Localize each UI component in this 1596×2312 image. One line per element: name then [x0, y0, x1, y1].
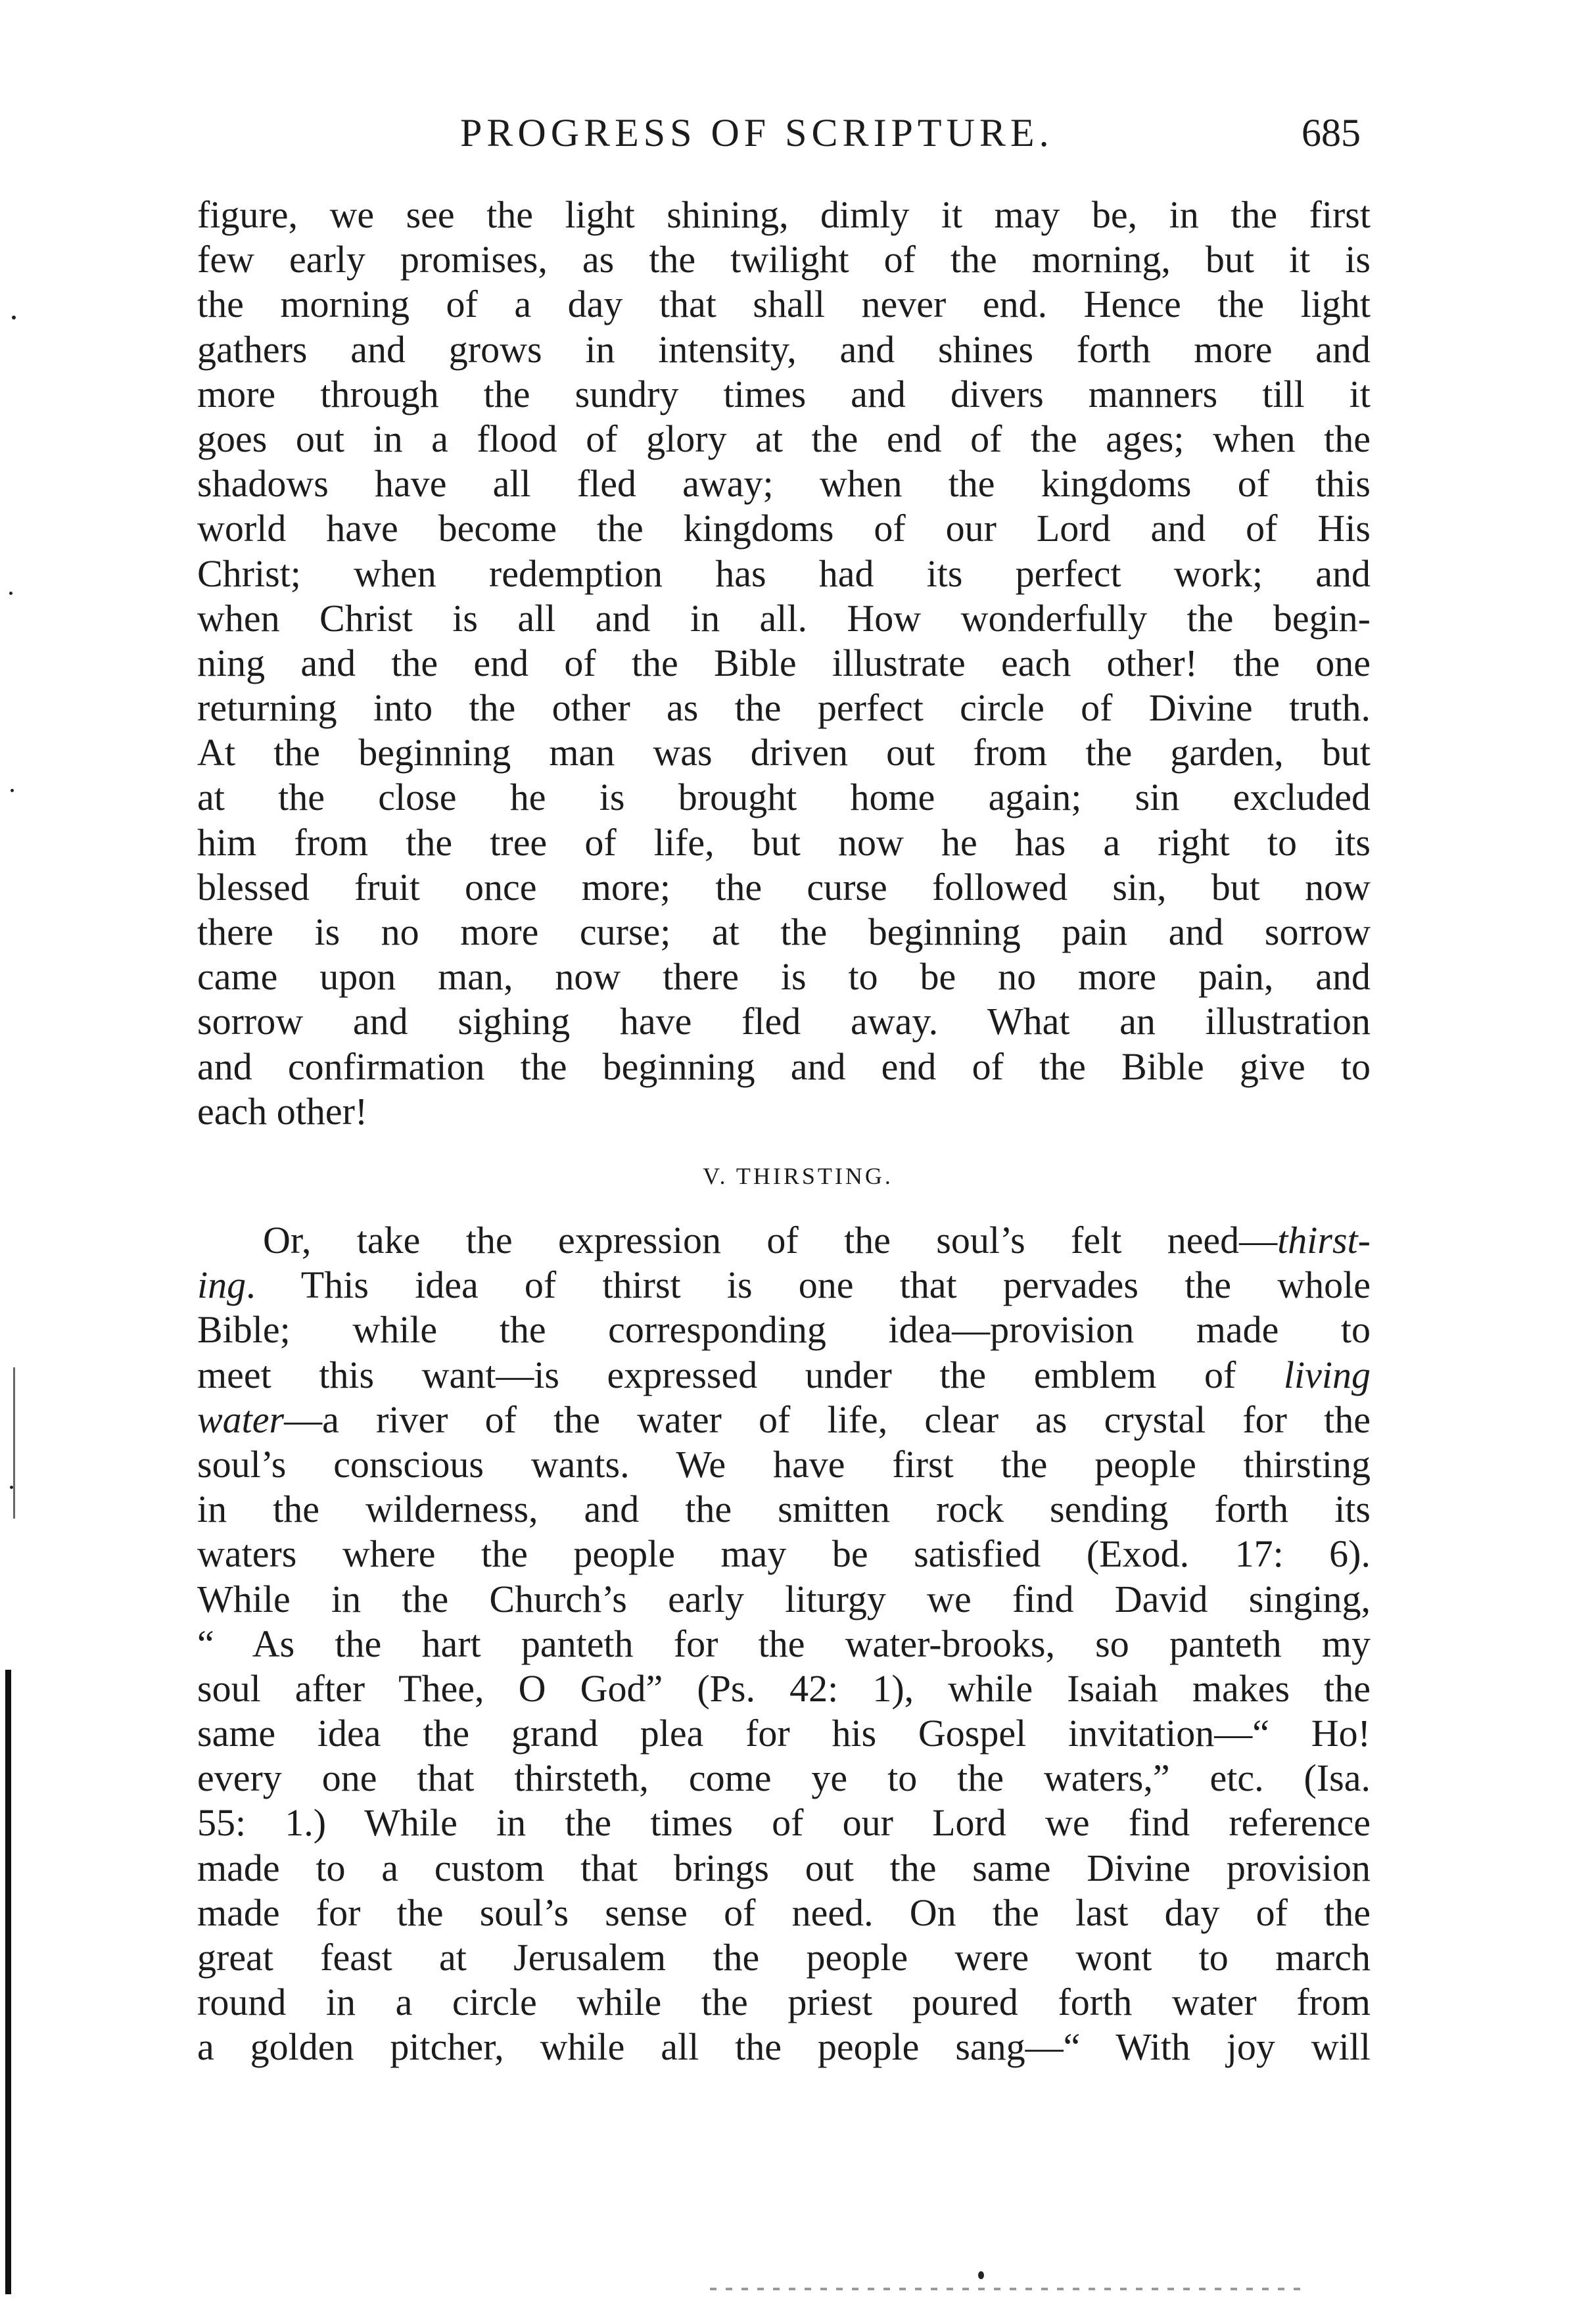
text-line — [197, 1398, 1371, 1442]
text-line: great feast at Jerusalem the people were wont to march — [197, 1936, 1371, 1979]
text-line: sorrow and sighing have fled away. What an illustration — [197, 1000, 1371, 1043]
italic-run: living — [1283, 1353, 1371, 1396]
text-line: soul after Thee, O God” (Ps. 42: 1), while Isaiah makes the — [197, 1666, 1371, 1710]
text-line: world have become the kingdoms of our Lord and of His — [197, 507, 1371, 550]
text-line: soul’s conscious wants. We have first the people thirsting — [197, 1442, 1371, 1486]
text-line: At the beginning man was driven out from the garden, but — [197, 731, 1371, 774]
text-line: Bible; while the corresponding idea—provision made to — [197, 1308, 1371, 1352]
text-line: few early promises, as the twilight of the morning, but it is — [197, 238, 1371, 281]
paragraph-thirsting — [197, 1218, 1371, 2070]
text-line: 55: 1.) While in the times of our Lord we find reference — [197, 1801, 1371, 1845]
text-line: round in a circle while the priest poured forth water from — [197, 1981, 1371, 2024]
text-line: Christ; when redemption has had its perfect work; and — [197, 552, 1371, 595]
text-line: every one that thirsteth, come ye to the waters,” etc. (Isa. — [197, 1757, 1371, 1800]
italic-run: thirst- — [1277, 1219, 1371, 1262]
text-line: in the wilderness, and the smitten rock sending forth its — [197, 1488, 1371, 1531]
text-line: “ As the hart panteth for the water-brooks, so panteth my — [197, 1622, 1371, 1665]
scan-speck — [11, 789, 14, 792]
text-line: waters where the people may be satisfied (Exod. 17: 6). — [197, 1532, 1371, 1576]
text-line: and confirmation the beginning and end of the Bible give to — [197, 1045, 1371, 1088]
text-line — [197, 1218, 1371, 1263]
scan-speck — [978, 2271, 984, 2279]
text-line: made for the soul’s sense of need. On the last day of the — [197, 1891, 1371, 1934]
text-line: when Christ is all and in all. How wonderfully the begin- — [197, 596, 1371, 640]
page-number: 685 — [1302, 111, 1361, 154]
text-line — [197, 1263, 1371, 1308]
text-line: figure, we see the light shining, dimly it may be, in the first — [197, 193, 1371, 236]
text-run: —a river of the water of life, clear as crystal for the — [284, 1398, 1371, 1441]
text-line: goes out in a flood of glory at the end of the ages; when the — [197, 417, 1371, 460]
scan-bottom-dust — [710, 2288, 1302, 2290]
text-line — [197, 1353, 1371, 1398]
scan-speck — [10, 1486, 13, 1489]
text-line: each other! — [197, 1089, 368, 1133]
text-line: same idea the grand plea for his Gospel invitation—“ Ho! — [197, 1712, 1371, 1755]
text-line: more through the sundry times and divers manners till it — [197, 372, 1371, 415]
text-line: him from the tree of life, but now he has a right to its — [197, 820, 1371, 864]
text-run: meet this want—is expressed under the emblem of — [197, 1353, 1284, 1396]
scan-edge-mark — [5, 1670, 11, 2294]
text-line: there is no more curse; at the beginning pain and sorrow — [197, 910, 1371, 953]
paragraph-continued — [197, 193, 1371, 1134]
scan-edge-mark — [13, 1367, 15, 1519]
text-line: a golden pitcher, while all the people sang—“ With joy will — [197, 2025, 1371, 2069]
text-line: ning and the end of the Bible illustrate each other! the one — [197, 641, 1371, 684]
section-heading: V. THIRSTING. — [703, 1163, 893, 1189]
italic-run: water — [197, 1398, 285, 1441]
italic-run: ing — [197, 1263, 246, 1307]
text-line: gathers and grows in intensity, and shines forth more and — [197, 327, 1371, 371]
text-line: While in the Church’s early liturgy we find David singing, — [197, 1577, 1371, 1620]
running-title: PROGRESS OF SCRIPTURE. — [460, 111, 1054, 154]
text-line: shadows have all fled away; when the kingdoms of this — [197, 462, 1371, 506]
scan-speck — [9, 592, 12, 595]
text-run: . This idea of thirst is one that pervades the whole — [246, 1263, 1371, 1307]
scan-speck — [12, 316, 16, 319]
text-line: blessed fruit once more; the curse followed sin, but now — [197, 865, 1371, 908]
text-run: Or, take the expression of the soul’s felt need— — [263, 1219, 1278, 1262]
page-header — [0, 110, 1596, 170]
text-line: the morning of a day that shall never end. Hence the light — [197, 283, 1371, 326]
text-line: made to a custom that brings out the same Divine provision — [197, 1846, 1371, 1889]
text-line: returning into the other as the perfect circle of Divine truth. — [197, 686, 1371, 730]
text-line: at the close he is brought home again; sin excluded — [197, 776, 1371, 819]
text-line: came upon man, now there is to be no more pain, and — [197, 955, 1371, 999]
